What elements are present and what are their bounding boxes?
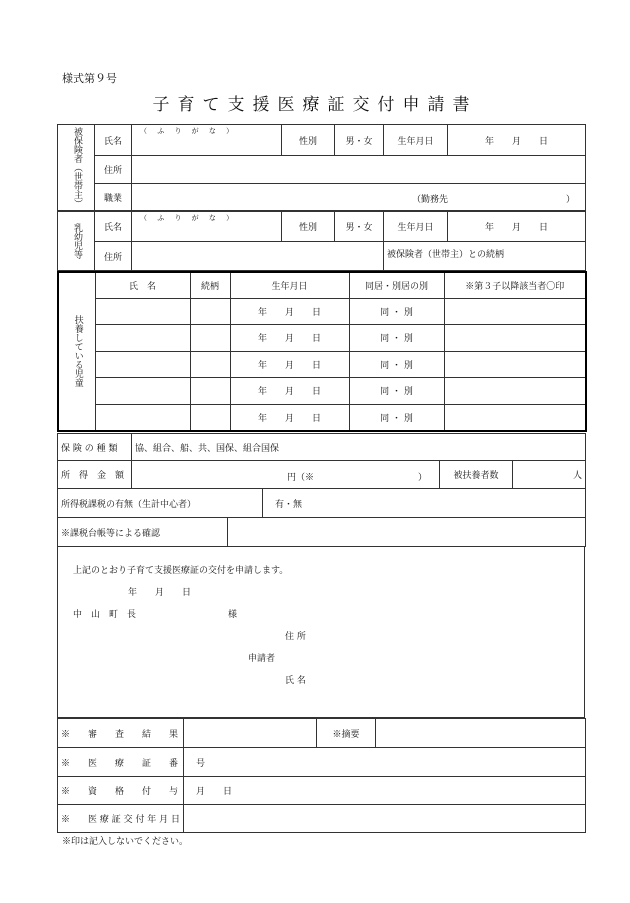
dep-cohab-field[interactable]: 同 ・ 別 (349, 378, 444, 405)
taxation-value[interactable]: 有・無 (263, 489, 586, 518)
dep-third-child-field[interactable] (444, 325, 586, 352)
dep-birthdate-field[interactable]: 年 月 日 (230, 378, 349, 405)
infant-relation-label: 被保険者（世帯主）との続柄 (384, 242, 586, 271)
cert-no-label: ※ 医 療 証 番 号 (58, 748, 184, 777)
confirm-label: ※課税台帳等による確認 (58, 518, 228, 547)
review-field[interactable] (184, 719, 317, 748)
qual-date-label: ※ 資 格 付 与 月 日 (58, 777, 184, 805)
dep-birthdate-field[interactable]: 年 月 日 (230, 351, 349, 378)
confirm-table (57, 517, 586, 547)
dependents-table (57, 271, 587, 432)
dep-birthdate-field[interactable]: 年 月 日 (230, 325, 349, 352)
taxation-label: 所得税課税の有無（生計中心者） (58, 489, 263, 518)
infant-birthdate-field[interactable]: 年 月 日 (448, 212, 586, 242)
insured-furigana: （ ふ り が な ） (140, 127, 238, 135)
application-statement: 上記のとおり子育て支援医療証の交付を申請します。 (73, 566, 289, 576)
income-field[interactable] (132, 461, 440, 489)
dep-third-child-field[interactable] (444, 404, 586, 431)
insured-gender-label: 性別 (282, 125, 335, 156)
dep-third-child-field[interactable] (444, 298, 586, 325)
table-row (58, 298, 586, 325)
table-row (58, 351, 586, 378)
addressee: 中 山 町 長 (73, 610, 137, 620)
infant-gender-options[interactable]: 男・女 (335, 212, 384, 242)
infant-furigana: （ ふ り が な ） (140, 214, 238, 222)
remarks-field[interactable] (376, 719, 586, 748)
insured-address-field[interactable] (132, 156, 586, 184)
application-section (57, 546, 585, 718)
dependents-count-field[interactable]: 人 (513, 461, 586, 489)
infant-address-label: 住所 (95, 242, 132, 271)
infant-address-field[interactable] (132, 242, 384, 271)
employer-open: （勤務先 (412, 195, 449, 205)
infant-name-label: 氏名 (95, 212, 132, 242)
dep-birthdate-field[interactable]: 年 月 日 (230, 404, 349, 431)
insured-gender-options[interactable]: 男・女 (335, 125, 384, 156)
qual-date-field[interactable] (184, 777, 586, 805)
dependents-count-label: 被扶養者数 (440, 461, 513, 489)
dep-third-child-field[interactable] (444, 378, 586, 405)
income-close: ） (417, 473, 427, 483)
dep-third-child-field[interactable] (444, 351, 586, 378)
applicant-address-label: 住 所 (285, 632, 306, 642)
insurance-type-label: 保 険 の 種 類 (58, 434, 132, 461)
form-title: 子育て支援医療証交付申請書 (152, 95, 478, 115)
infant-gender-label: 性別 (282, 212, 335, 242)
insured-occupation-field[interactable] (132, 184, 586, 211)
issue-date-field[interactable] (184, 805, 586, 833)
remarks-label: ※摘要 (317, 719, 376, 748)
insured-name-field[interactable] (132, 125, 282, 156)
dep-relation-field[interactable] (190, 298, 230, 325)
insured-group-label: 被保険者（世帯主） (58, 125, 95, 211)
employer-close: ） (565, 195, 575, 205)
dep-header-name: 氏 名 (95, 272, 190, 298)
dep-header-birthdate: 生年月日 (230, 272, 349, 298)
application-date[interactable]: 年 月 日 (128, 588, 192, 598)
insured-table (57, 124, 586, 211)
dependents-group-label: 扶養している児童 (58, 272, 95, 431)
dep-name-field[interactable] (95, 378, 190, 405)
insured-address-label: 住所 (95, 156, 132, 184)
form-number: 様式第９号 (62, 72, 117, 85)
dep-header-cohabitation: 同居・別居の別 (349, 272, 444, 298)
dep-relation-field[interactable] (190, 325, 230, 352)
dep-cohab-field[interactable]: 同 ・ 別 (349, 298, 444, 325)
table-row (58, 325, 586, 352)
footnote: ※印は記入しないでください。 (62, 837, 189, 847)
cert-no-field[interactable] (184, 748, 586, 777)
dep-name-field[interactable] (95, 298, 190, 325)
dep-name-field[interactable] (95, 404, 190, 431)
income-unit: 円（※ (287, 473, 315, 483)
dep-relation-field[interactable] (190, 378, 230, 405)
insured-occupation-label: 職業 (95, 184, 132, 211)
insurance-type-value[interactable]: 協、組合、船、共、国保、組合国保 (132, 434, 586, 461)
dep-name-field[interactable] (95, 351, 190, 378)
applicant-label: 申請者 (248, 654, 276, 664)
insured-name-label: 氏名 (95, 125, 132, 156)
dep-cohab-field[interactable]: 同 ・ 別 (349, 404, 444, 431)
dep-name-field[interactable] (95, 325, 190, 352)
applicant-name-label: 氏 名 (285, 676, 306, 686)
income-label: 所 得 金 額 (58, 461, 132, 489)
addressee-sama: 様 (228, 610, 238, 620)
insured-birthdate-field[interactable]: 年 月 日 (448, 125, 586, 156)
dep-header-third-child: ※第３子以降該当者〇印 (444, 272, 586, 298)
dep-cohab-field[interactable]: 同 ・ 別 (349, 325, 444, 352)
infant-birthdate-label: 生年月日 (384, 212, 448, 242)
dep-header-relation: 続柄 (190, 272, 230, 298)
infant-name-field[interactable] (132, 212, 282, 242)
dep-cohab-field[interactable]: 同 ・ 別 (349, 351, 444, 378)
insured-birthdate-label: 生年月日 (384, 125, 448, 156)
taxation-table (57, 488, 586, 518)
infant-group-label: 乳幼児等 (58, 212, 95, 271)
review-label: ※ 審 査 結 果 (58, 719, 184, 748)
dep-relation-field[interactable] (190, 404, 230, 431)
table-row (58, 404, 586, 431)
office-table (57, 718, 586, 833)
table-row (58, 378, 586, 405)
confirm-field[interactable] (228, 518, 586, 547)
infant-table (57, 211, 586, 271)
issue-date-label: ※ 医 療 証 交 付 年 月 日 (58, 805, 184, 833)
dep-relation-field[interactable] (190, 351, 230, 378)
insurance-table (57, 433, 586, 489)
dep-birthdate-field[interactable]: 年 月 日 (230, 298, 349, 325)
